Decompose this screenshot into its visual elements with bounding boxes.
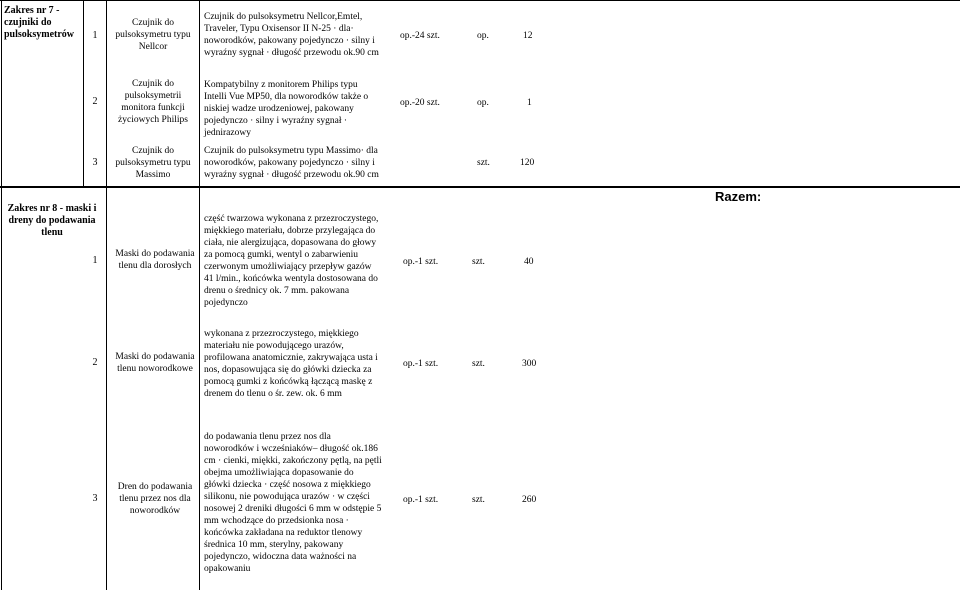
row-unit2: op. — [477, 98, 489, 108]
row-unit2: szt. — [472, 359, 485, 369]
row-lp: 2 — [92, 96, 98, 107]
section-header: Zakres nr 8 - maski i dreny do podawania tlenu — [7, 203, 97, 238]
row-name: Maski do podawania tlenu dla dorosłych — [115, 249, 195, 271]
row-desc: Czujnik do pulsoksymetru Nellcor,Emtel, Traveler, Typu Oxisensor II N-25 · dla· noworodków, pakowany pojedynczo · silny i wyraźny sygnał · długość przewodu ok.90 cm — [204, 12, 379, 58]
row-unit: op.-1 szt. — [403, 495, 439, 505]
row-qty: 1 — [527, 98, 532, 108]
row-unit: op.-24 szt. — [400, 31, 440, 41]
grid-vline-2 — [106, 0, 107, 590]
row-unit2: szt. — [472, 495, 485, 505]
row-desc: Kompatybilny z monitorem Philips typu Intelli Vue MP50, dla noworodków także o niskiej wadze urodzeniowej, pakowany pojedynczo · silny i wyraźny sygnał · jednirazowy — [204, 80, 369, 138]
row-lp: 1 — [92, 30, 98, 41]
row-lp: 3 — [92, 493, 98, 504]
row-qty: 120 — [520, 158, 535, 168]
row-desc: wykonana z przezroczystego, miękkiego materiału nie powodującego urazów, profilowana anatomicznie, zakrywająca usta i nos, dopasowująca się do główki dziecka za pomocą gumki z końcówką łączącą maskę z drenem do tlenu o śr. zew. ok. 6 mm — [204, 329, 378, 399]
row-name: Czujnik do pulsoksymetru typu Massimo — [115, 146, 191, 180]
row-unit: op.-20 szt. — [400, 98, 440, 108]
row-name: Czujnik do pulsoksymetru typu Nellcor — [115, 18, 191, 52]
section-divider-line — [0, 186, 960, 188]
row-unit2: szt. — [477, 158, 490, 168]
row-qty: 40 — [524, 257, 534, 267]
row-qty: 12 — [523, 31, 533, 41]
row-desc: Czujnik do pulsoksymetru typu Massimo· dla noworodków, pakowany pojedynczo · silny i wyraźny sygnał · długość przewodu ok.90 cm — [204, 146, 379, 180]
row-lp: 1 — [92, 255, 98, 266]
grid-vline-3 — [199, 0, 200, 590]
row-desc: część twarzowa wykonana z przezroczystego, miękkiego materiału, dobrze przylegająca do ciała, nie alergizująca, dopasowana do głowy za pomocą gumki, wentyl o zabarwieniu czerwonym umożliwiający przepływ gazów 41 l/min., końcówka wentyla dostosowana do drenu o średnicy ok. 7 mm. pakowana pojedynczo — [204, 214, 379, 308]
row-qty: 260 — [522, 495, 537, 505]
row-lp: 2 — [92, 357, 98, 368]
grid-hline-top — [0, 0, 960, 1]
row-name: Maski do podawania tlenu noworodkowe — [115, 352, 195, 374]
row-unit: op.-1 szt. — [403, 359, 439, 369]
row-unit: op.-1 szt. — [403, 257, 439, 267]
section-header: Zakres nr 7 - czujniki do pulsoksymetrów — [4, 5, 75, 40]
row-qty: 300 — [522, 359, 537, 369]
grid-vline-left — [1, 0, 2, 590]
row-desc: do podawania tlenu przez nos dla noworodków i wcześniaków– długość ok.186 cm · cienki, miękki, zakończony pętlą, na pętli obejma umożliwiająca dopasowanie do główki dziecka · część nosowa z miękkiego silikonu, nie powodująca urazów · w części nosowej 2 dreniki długości 6 mm w odstępie 5 mm wchodzące do przedsionka nosa · końcówka zakładana na reduktor tlenowy średnica 10 mm, sterylny, pakowany pojedynczo, widoczna data ważności na opakowaniu — [204, 432, 382, 574]
row-unit2: op. — [477, 31, 489, 41]
grid-vline-1 — [83, 0, 84, 186]
row-lp: 3 — [92, 157, 98, 168]
row-name: Dren do podawania tlenu przez nos dla noworodków — [117, 482, 193, 516]
row-name: Czujnik do pulsoksymetrii monitora funkcji życiowych Philips — [118, 79, 188, 125]
row-unit2: szt. — [472, 257, 485, 267]
total-label: Razem: — [715, 189, 762, 204]
